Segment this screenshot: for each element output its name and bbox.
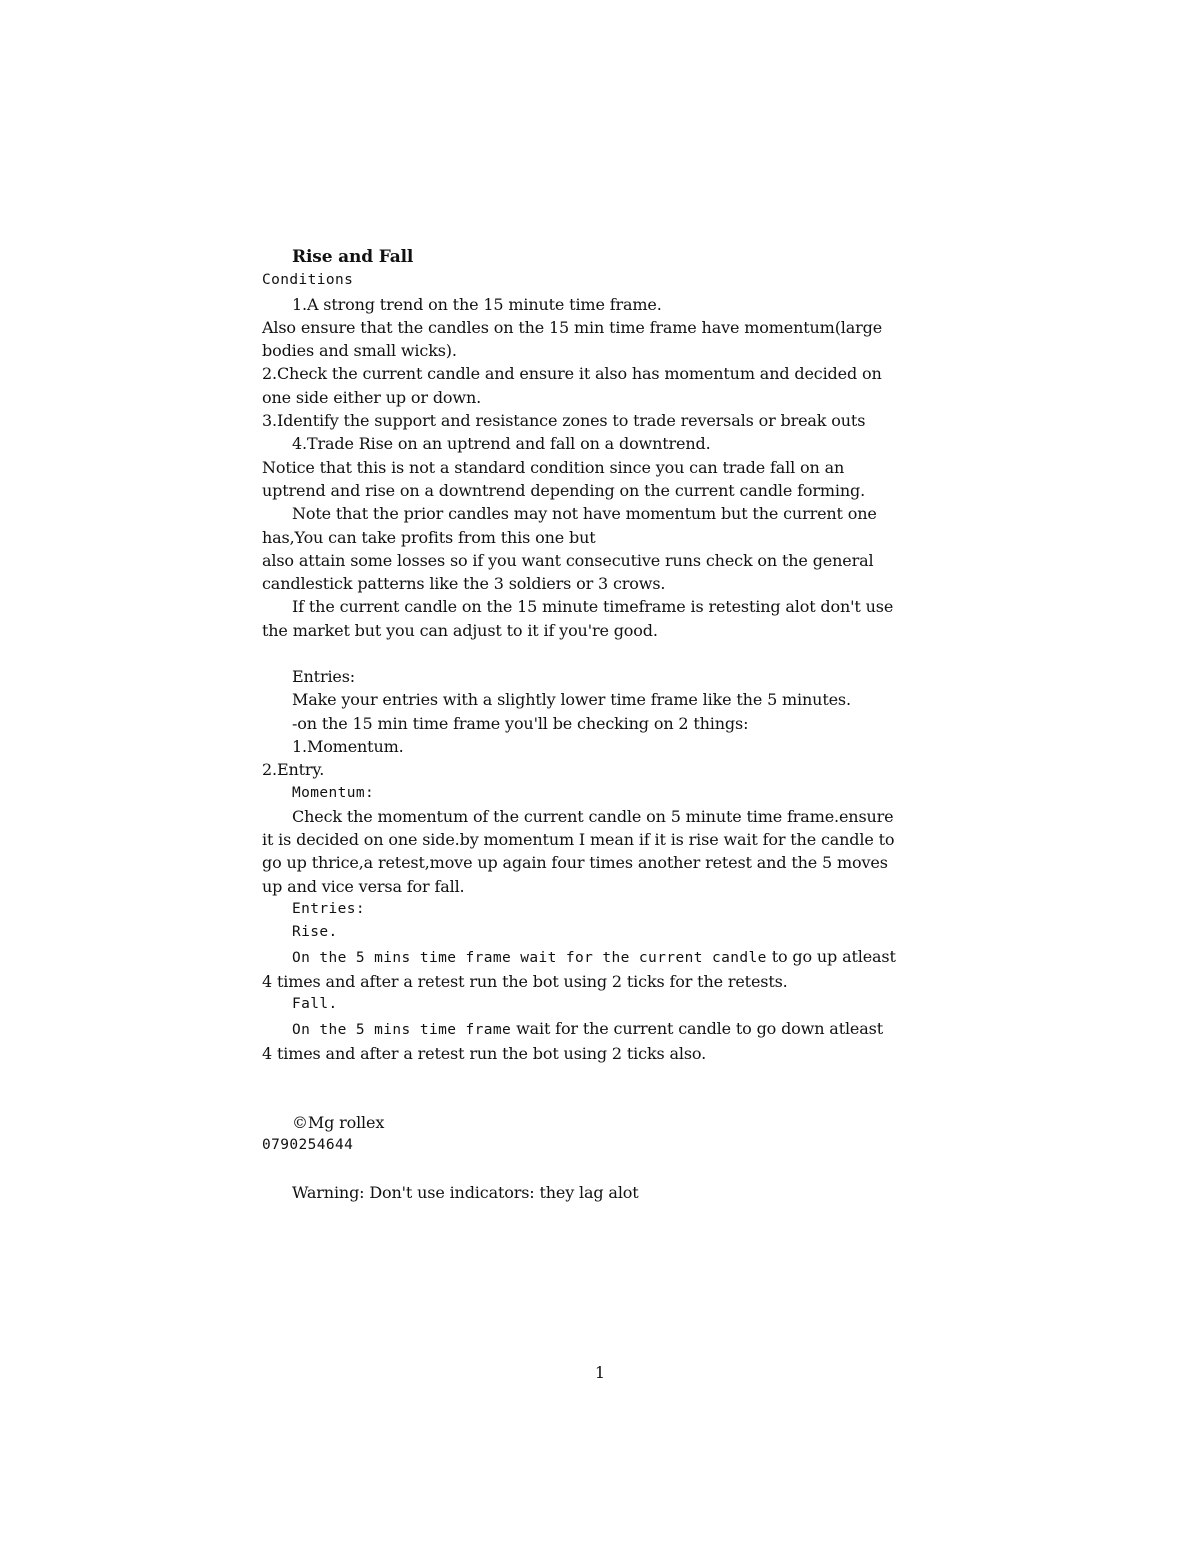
condition-line: uptrend and rise on a downtrend depending on the current candle forming. xyxy=(262,480,866,500)
condition-line: Also ensure that the candles on the 15 min time frame have momentum(large xyxy=(262,317,883,337)
entries-heading: Entries: xyxy=(292,667,356,687)
paragraph-gap xyxy=(262,1065,942,1111)
condition-line: If the current candle on the 15 minute timeframe is retesting alot don't use xyxy=(292,597,894,617)
condition-line: one side either up or down. xyxy=(262,387,482,407)
fall-mono-text: On the 5 mins time frame xyxy=(292,1021,512,1038)
fall-heading: Fall. xyxy=(292,996,338,1013)
document-body xyxy=(262,246,942,1204)
momentum-line: go up thrice,a retest,move up again four times another retest and the 5 moves xyxy=(262,853,888,873)
condition-line: 1.A strong trend on the 15 minute time frame. xyxy=(292,294,662,314)
entries-intro-line: 1.Momentum. xyxy=(292,736,404,756)
rise-line-2: 4 times and after a retest run the bot using 2 ticks for the retests. xyxy=(262,971,788,991)
momentum-line: Check the momentum of the current candle on 5 minute time frame.ensure xyxy=(292,806,894,826)
entries-intro-line: Make your entries with a slightly lower time frame like the 5 minutes. xyxy=(292,690,851,710)
fall-line xyxy=(262,1017,942,1042)
warning-text: Warning: Don't use indicators: they lag alot xyxy=(292,1182,639,1202)
signature: ©Mg rollex xyxy=(292,1113,385,1133)
rise-heading: Rise. xyxy=(292,924,338,941)
condition-line: bodies and small wicks). xyxy=(262,341,457,361)
entries-intro-line: -on the 15 min time frame you'll be checking on 2 things: xyxy=(292,713,749,733)
condition-line: the market but you can adjust to it if you're good. xyxy=(262,620,658,640)
paragraph-gap xyxy=(262,1158,942,1181)
condition-line: also attain some losses so if you want consecutive runs check on the general xyxy=(262,550,874,570)
paragraph-gap xyxy=(262,642,942,665)
document-title: Rise and Fall xyxy=(292,247,414,267)
page-number: 1 xyxy=(594,1363,606,1382)
phone-number: 0790254644 xyxy=(262,1137,354,1154)
entries-intro-line: 2.Entry. xyxy=(262,760,325,780)
condition-line: Notice that this is not a standard condition since you can trade fall on an xyxy=(262,457,845,477)
momentum-line: up and vice versa for fall. xyxy=(262,876,465,896)
rise-line xyxy=(262,945,942,970)
condition-line: 4.Trade Rise on an uptrend and fall on a downtrend. xyxy=(292,434,711,454)
fall-line-2: 4 times and after a retest run the bot using 2 ticks also. xyxy=(262,1043,707,1063)
conditions-heading: Conditions xyxy=(262,272,354,289)
fall-serif-text: wait for the current candle to go down atleast xyxy=(516,1018,883,1038)
condition-line: Note that the prior candles may not have momentum but the current one xyxy=(292,504,877,524)
condition-line: 3.Identify the support and resistance zones to trade reversals or break outs xyxy=(262,411,866,431)
condition-line: has,You can take profits from this one but xyxy=(262,527,596,547)
momentum-line: it is decided on one side.by momentum I mean if it is rise wait for the candle to xyxy=(262,830,895,850)
momentum-heading: Momentum: xyxy=(292,784,375,801)
entries-heading-2: Entries: xyxy=(292,901,366,918)
condition-line: 2.Check the current candle and ensure it also has momentum and decided on xyxy=(262,364,882,384)
rise-mono-text: On the 5 mins time frame wait for the current candle xyxy=(292,949,767,966)
rise-serif-text: to go up atleast xyxy=(771,946,896,966)
condition-line: candlestick patterns like the 3 soldiers or 3 crows. xyxy=(262,574,666,594)
